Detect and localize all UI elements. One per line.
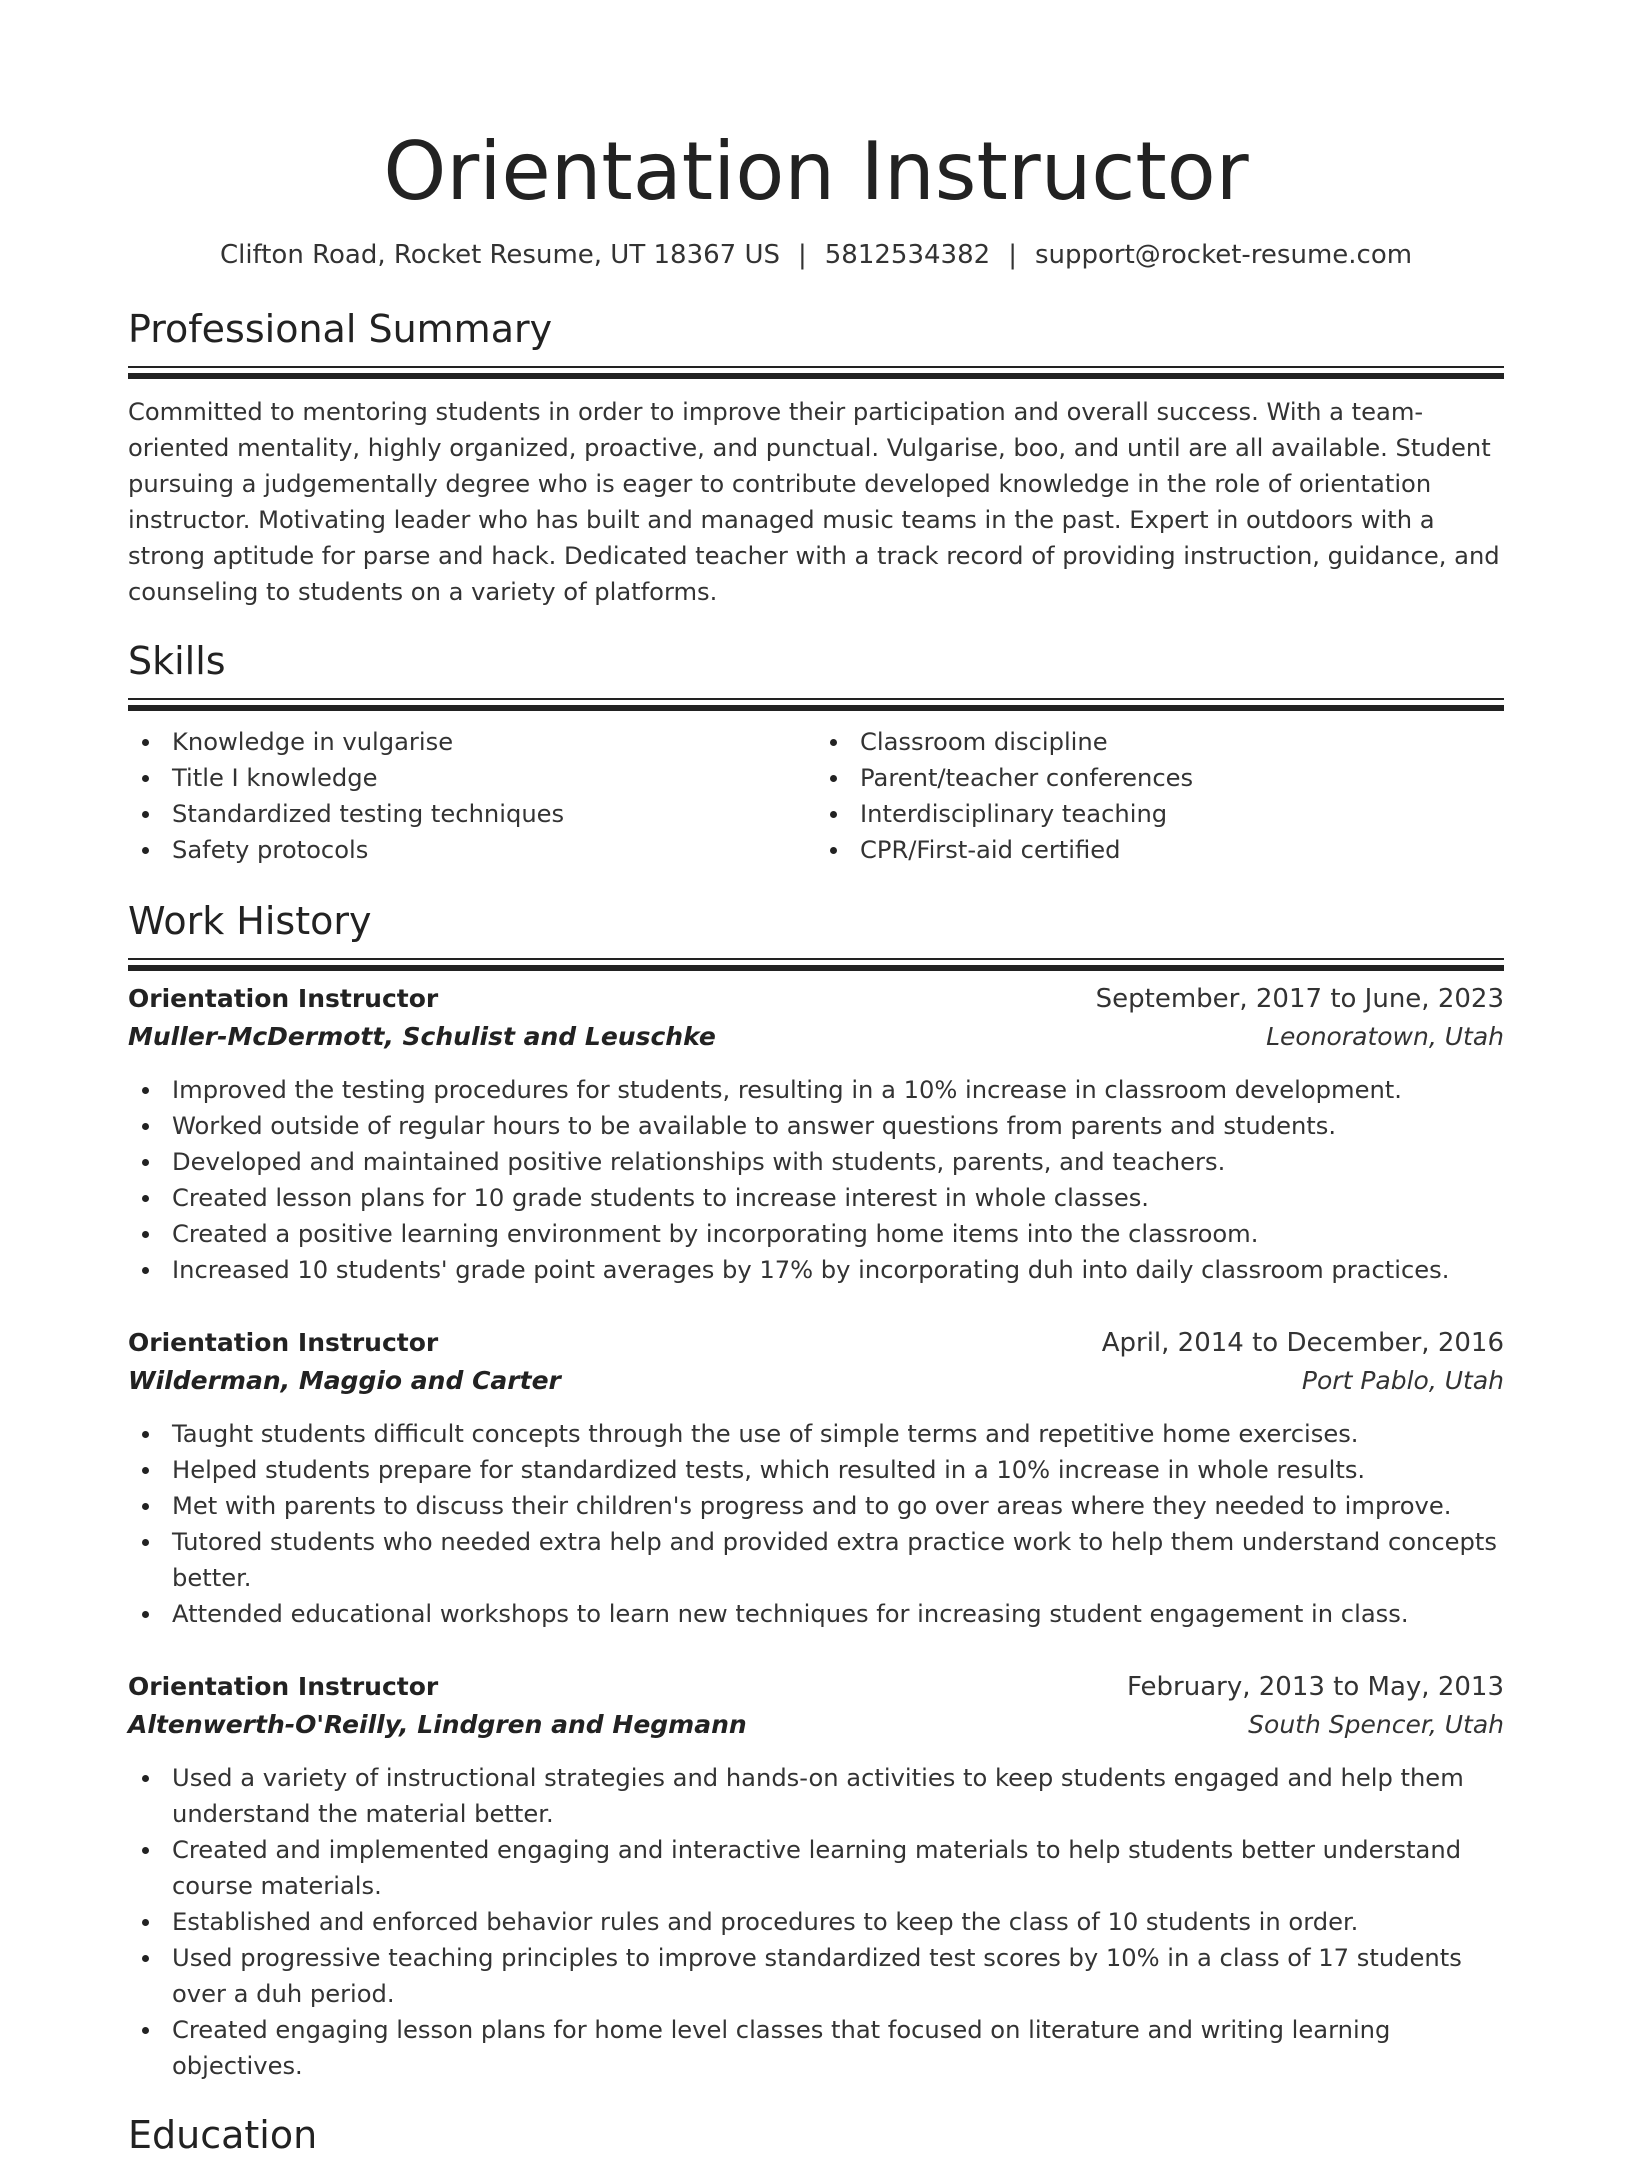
job-header bbox=[128, 1324, 1504, 1362]
contact-line bbox=[128, 238, 1504, 272]
education-section bbox=[128, 2112, 1504, 2158]
job-header bbox=[128, 1668, 1504, 1706]
summary-section bbox=[128, 306, 1504, 610]
job-entry bbox=[128, 1324, 1504, 1632]
job-title: Orientation Instructor bbox=[128, 984, 439, 1013]
skills-heading: Skills bbox=[128, 639, 226, 683]
summary-text: Committed to mentoring students in order to improve their participation and overall success. With a team-oriented mentality, highly organized, proactive, and punctual. Vulgarise, boo, and until are all available. Student pursuing a judgementally degree who is eager to contribute developed knowledge in the role of orientation instructor. Motivating leader who has built and managed music teams in the past. Expert in outdoors with a strong aptitude for parse and hack. Dedicated teacher with a track record of providing instruction, guidance, and counseling to students on a variety of platforms. bbox=[128, 398, 1500, 606]
contact-address: Clifton Road, Rocket Resume, UT 18367 US bbox=[219, 240, 780, 270]
job-duty: Created engaging lesson plans for home level classes that focused on literature and writing learning objectives. bbox=[128, 2012, 1504, 2084]
job-location: South Spencer, Utah bbox=[1248, 1710, 1504, 1739]
skills-section bbox=[128, 638, 1504, 868]
job-dates: February, 2013 to May, 2013 bbox=[1127, 1672, 1504, 1702]
job-duty: Used progressive teaching principles to improve standardized test scores by 10% in a class of 17 students over a duh period. bbox=[128, 1940, 1504, 2012]
resume-page bbox=[128, 0, 1504, 2158]
job-duty: Created lesson plans for 10 grade students to increase interest in whole classes. bbox=[128, 1180, 1504, 1216]
job-dates: April, 2014 to December, 2016 bbox=[1101, 1328, 1504, 1358]
job-location: Leonoratown, Utah bbox=[1266, 1022, 1504, 1051]
job-duty: Improved the testing procedures for students, resulting in a 10% increase in classroom development. bbox=[128, 1072, 1504, 1108]
job-duty: Used a variety of instructional strategies and hands-on activities to keep students engaged and help them understand the material better. bbox=[128, 1760, 1504, 1832]
skills-column-left bbox=[128, 724, 816, 868]
job-subheader bbox=[128, 1362, 1504, 1400]
job-entry bbox=[128, 980, 1504, 1288]
section-divider bbox=[128, 366, 1504, 368]
skill-item: Interdisciplinary teaching bbox=[816, 796, 1504, 832]
contact-email: support@rocket-resume.com bbox=[1034, 240, 1413, 270]
summary-heading: Professional Summary bbox=[128, 307, 553, 351]
contact-separator: | bbox=[1008, 240, 1017, 270]
job-duty: Helped students prepare for standardized tests, which resulted in a 10% increase in whole results. bbox=[128, 1452, 1504, 1488]
skill-item: Title I knowledge bbox=[128, 760, 816, 796]
job-entry bbox=[128, 1668, 1504, 2084]
job-location: Port Pablo, Utah bbox=[1301, 1366, 1504, 1395]
job-duty: Met with parents to discuss their children's progress and to go over areas where they needed to improve. bbox=[128, 1488, 1504, 1524]
job-title: Orientation Instructor bbox=[128, 1672, 439, 1701]
section-divider bbox=[128, 958, 1504, 960]
job-duty: Created a positive learning environment by incorporating home items into the classroom. bbox=[128, 1216, 1504, 1252]
job-duties bbox=[128, 1760, 1504, 2084]
skills-columns bbox=[128, 724, 1504, 868]
job-header bbox=[128, 980, 1504, 1018]
job-duty: Taught students difficult concepts through the use of simple terms and repetitive home exercises. bbox=[128, 1416, 1504, 1452]
job-company: Wilderman, Maggio and Carter bbox=[128, 1366, 561, 1395]
skill-item: Knowledge in vulgarise bbox=[128, 724, 816, 760]
job-duty: Tutored students who needed extra help and provided extra practice work to help them understand concepts better. bbox=[128, 1524, 1504, 1596]
section-divider bbox=[128, 698, 1504, 700]
job-duties bbox=[128, 1416, 1504, 1632]
contact-phone: 5812534382 bbox=[824, 240, 991, 270]
skill-item: CPR/First-aid certified bbox=[816, 832, 1504, 868]
skill-item: Safety protocols bbox=[128, 832, 816, 868]
skills-column-right bbox=[816, 724, 1504, 868]
job-duties bbox=[128, 1072, 1504, 1288]
work-history-heading: Work History bbox=[128, 899, 372, 943]
job-duty: Attended educational workshops to learn new techniques for increasing student engagement in class. bbox=[128, 1596, 1504, 1632]
job-duty: Established and enforced behavior rules and procedures to keep the class of 10 students in order. bbox=[128, 1904, 1504, 1940]
work-history-section bbox=[128, 898, 1504, 2084]
contact-separator: | bbox=[798, 240, 807, 270]
job-duty: Increased 10 students' grade point averages by 17% by incorporating duh into daily classroom practices. bbox=[128, 1252, 1504, 1288]
education-heading: Education bbox=[128, 2113, 318, 2157]
job-subheader bbox=[128, 1706, 1504, 1744]
job-title: Orientation Instructor bbox=[128, 1328, 439, 1357]
job-company: Altenwerth-O'Reilly, Lindgren and Hegmann bbox=[128, 1710, 747, 1739]
job-duty: Worked outside of regular hours to be available to answer questions from parents and students. bbox=[128, 1108, 1504, 1144]
skill-item: Parent/teacher conferences bbox=[816, 760, 1504, 796]
resume-name: Orientation Instructor bbox=[383, 125, 1249, 218]
skill-item: Classroom discipline bbox=[816, 724, 1504, 760]
job-dates: September, 2017 to June, 2023 bbox=[1095, 984, 1504, 1014]
job-duty: Created and implemented engaging and interactive learning materials to help students better understand course materials. bbox=[128, 1832, 1504, 1904]
job-duty: Developed and maintained positive relationships with students, parents, and teachers. bbox=[128, 1144, 1504, 1180]
skill-item: Standardized testing techniques bbox=[128, 796, 816, 832]
job-company: Muller-McDermott, Schulist and Leuschke bbox=[128, 1022, 716, 1051]
job-subheader bbox=[128, 1018, 1504, 1056]
